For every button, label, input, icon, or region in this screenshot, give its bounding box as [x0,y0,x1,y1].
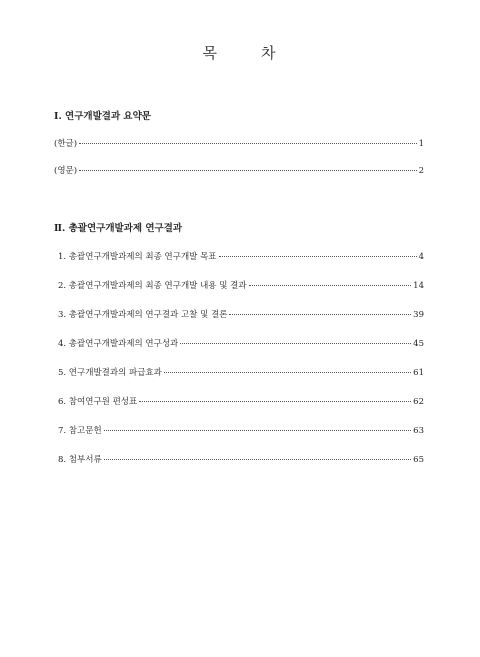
toc-entry-4[interactable] [58,337,424,349]
dot-leader [229,314,411,315]
dot-leader [104,430,412,431]
toc-entry-page: 65 [413,455,424,465]
toc-entry-label: 3. 총괄연구개발과제의 연구결과 고찰 및 결론 [58,310,228,320]
toc-entry-label: (한글) [54,139,78,149]
toc-entry-summary-english[interactable] [54,164,424,176]
toc-entry-label: 2. 총괄연구개발과제의 최종 연구개발 내용 및 결과 [58,281,247,291]
dot-leader [219,256,417,257]
toc-entry-label: 5. 연구개발결과의 파급효과 [58,368,162,378]
dot-leader [164,372,411,373]
section-heading-2: Ⅱ. 총괄연구개발과제 연구결과 [54,223,183,234]
toc-entry-label: 4. 총괄연구개발과제의 연구성과 [58,339,179,349]
toc-entry-label: 7. 참고문헌 [58,426,102,436]
toc-entry-page: 14 [413,281,424,291]
toc-entry-2[interactable] [58,279,424,291]
toc-entry-page: 4 [418,252,424,262]
toc-entry-5[interactable] [58,366,424,378]
toc-entry-1[interactable] [58,250,424,262]
toc-entry-3[interactable] [58,308,424,320]
toc-entry-page: 63 [413,426,424,436]
toc-entry-label: 6. 참여연구원 편성표 [58,397,138,407]
dot-leader [249,285,412,286]
dot-leader [79,170,417,171]
toc-title-right: 차 [261,44,278,62]
dot-leader [180,343,411,344]
dot-leader [104,459,412,460]
toc-entry-label: 1. 총괄연구개발과제의 최종 연구개발 목표 [58,252,217,262]
section-heading-1: Ⅰ. 연구개발결과 요약문 [54,111,151,122]
toc-entry-page: 62 [413,397,424,407]
dot-leader [139,401,411,402]
toc-entry-label: (영문) [54,166,78,176]
toc-entry-page: 45 [413,339,424,349]
toc-entry-page: 2 [418,166,424,176]
toc-entry-summary-korean[interactable] [54,137,424,149]
toc-entry-7[interactable] [58,424,424,436]
dot-leader [79,143,417,144]
toc-entry-6[interactable] [58,395,424,407]
toc-entry-page: 39 [413,310,424,320]
toc-entry-page: 1 [418,139,424,149]
toc-title-left: 목 [202,44,219,62]
toc-title [0,42,480,63]
toc-entry-page: 61 [413,368,424,378]
toc-entry-8[interactable] [58,453,424,465]
toc-entry-label: 8. 첨부서류 [58,455,102,465]
